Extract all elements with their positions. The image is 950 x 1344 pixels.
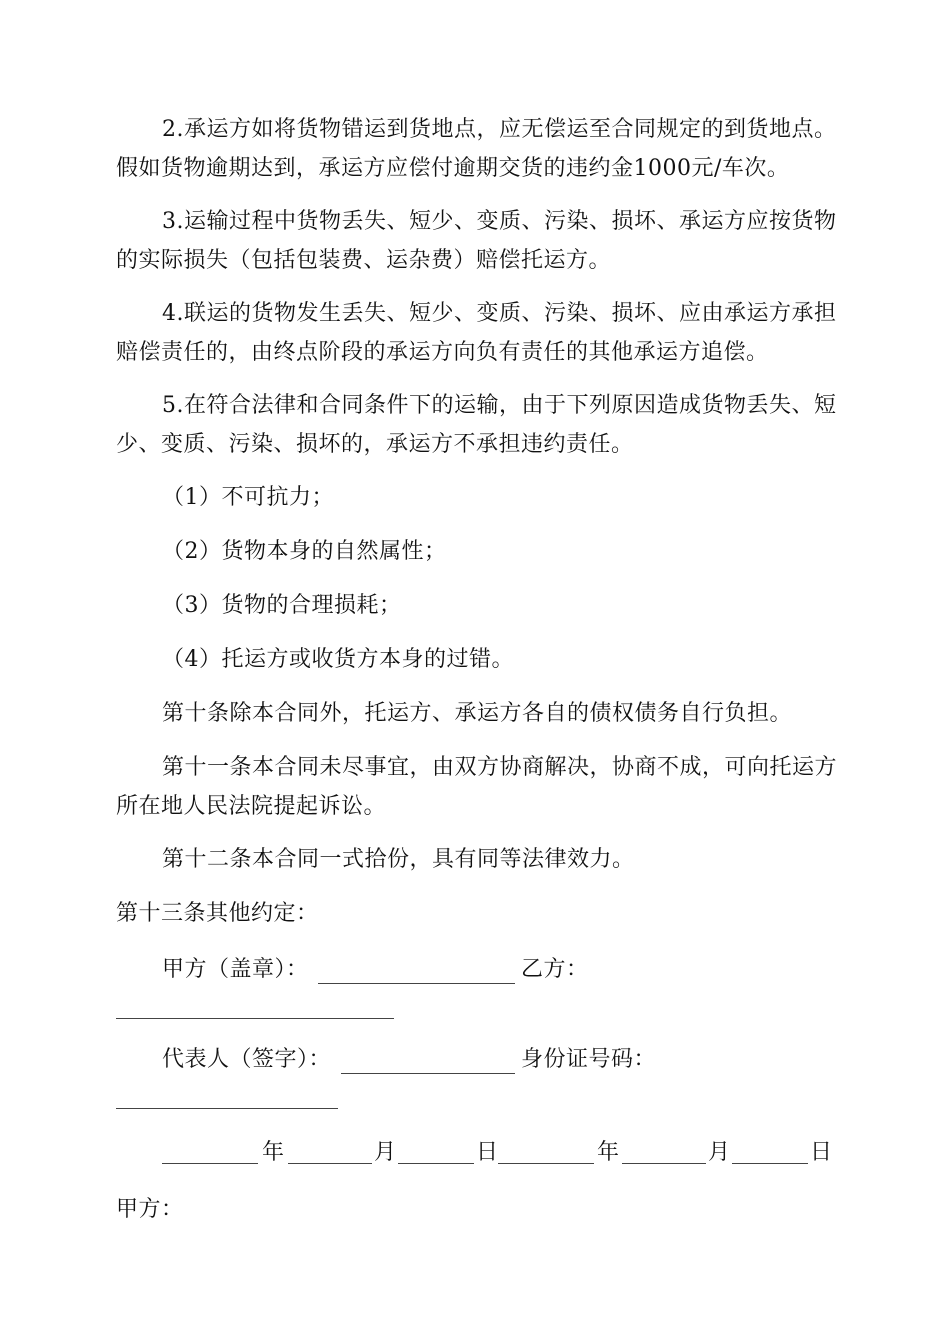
article-11-line-1: 第十一条本合同未尽事宜，由双方协商解决，协商不成，可向托运方 <box>162 755 838 780</box>
id-number-line <box>116 1108 338 1109</box>
clause-5-line-2: 少、变质、污染、损坏的，承运方不承担违约责任。 <box>116 432 634 457</box>
clause-2-line-1: 2.承运方如将货物错运到货地点，应无偿运至合同规定的到货地点。 <box>162 117 837 142</box>
date-2-day-label: 日 <box>810 1140 833 1165</box>
article-10: 第十条除本合同外，托运方、承运方各自的债权债务自行负担。 <box>162 701 793 726</box>
representative-label: 代表人（签字）： <box>162 1047 332 1072</box>
party-b-signature-line <box>116 1018 394 1019</box>
date-2-year-line <box>498 1163 594 1164</box>
article-11-line-2: 所在地人民法院提起诉讼。 <box>116 794 387 819</box>
representative-signature-line <box>341 1073 515 1074</box>
clause-4-line-1: 4.联运的货物发生丢失、短少、变质、污染、损坏、应由承运方承担 <box>162 301 837 326</box>
article-13: 第十三条其他约定： <box>116 901 319 926</box>
date-2-year-label: 年 <box>597 1140 620 1165</box>
clause-3-line-1: 3.运输过程中货物丢失、短少、变质、污染、损坏、承运方应按货物 <box>162 209 837 234</box>
date-1-day-line <box>398 1163 474 1164</box>
party-b-label: 乙方： <box>521 957 589 982</box>
id-number-label: 身份证号码： <box>521 1047 657 1072</box>
date-2-month-line <box>622 1163 706 1164</box>
date-1-year-line <box>162 1163 258 1164</box>
party-a-signature-line <box>318 983 515 984</box>
clause-4-line-2: 赔偿责任的，由终点阶段的承运方向负有责任的其他承运方追偿。 <box>116 340 769 365</box>
exemption-2: （2）货物本身的自然属性； <box>162 539 447 564</box>
article-12: 第十二条本合同一式拾份，具有同等法律效力。 <box>162 847 635 872</box>
clause-5-line-1: 5.在符合法律和合同条件下的运输，由于下列原因造成货物丢失、短 <box>162 393 837 418</box>
date-1-day-label: 日 <box>476 1140 499 1165</box>
date-1-year-label: 年 <box>262 1140 285 1165</box>
exemption-3: （3）货物的合理损耗； <box>162 593 402 618</box>
party-a-seal-label: 甲方（盖章）： <box>162 957 309 982</box>
exemption-4: （4）托运方或收货方本身的过错。 <box>162 647 514 672</box>
date-2-day-line <box>732 1163 808 1164</box>
date-2-month-label: 月 <box>708 1140 731 1165</box>
footer-party-a-label: 甲方： <box>116 1197 184 1222</box>
exemption-1: （1）不可抗力； <box>162 485 334 510</box>
date-1-month-label: 月 <box>374 1140 397 1165</box>
clause-2-line-2: 假如货物逾期达到，承运方应偿付逾期交货的违约金1000元/车次。 <box>116 156 790 181</box>
date-1-month-line <box>288 1163 372 1164</box>
clause-3-line-2: 的实际损失（包括包装费、运杂费）赔偿托运方。 <box>116 248 612 273</box>
